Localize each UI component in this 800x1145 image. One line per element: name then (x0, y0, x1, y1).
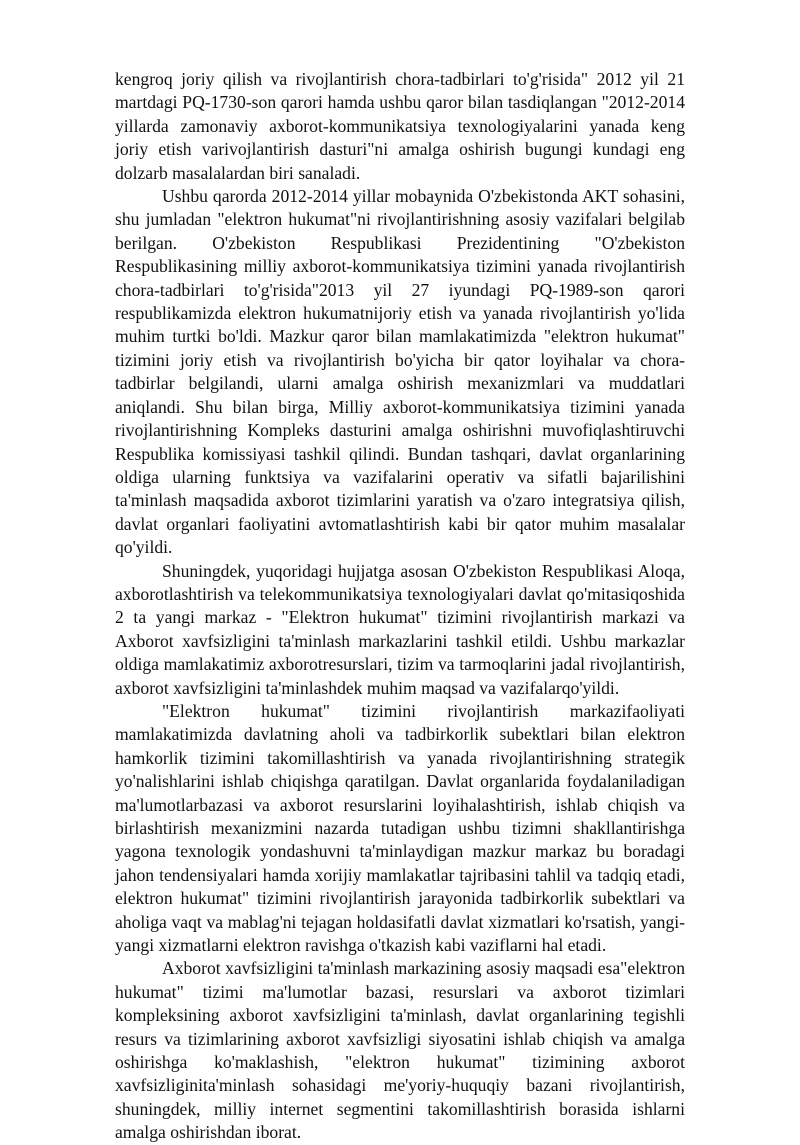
paragraph-security-center: Axborot xavfsizligini ta'minlash markazining asosiy maqsadi esa"elektron hukumat" tizimi ma'lumotlar bazasi, resurslari va axborot tizimlari kompleksining axborot xavfsizligini ta'minlash, davlat organlarining tegishli resurs va tizimlarining axborot xavfsizligi siyosatini ishlab chiqish va amalga oshirishga ko'maklashish, "elektron hukumat" tizimining axborot xavfsizliginita'minlash sohasidagi me'yoriy-huquqiy bazani rivojlantirish, shuningdek, milliy internet segmentini takomillashtirish borasida ishlarni amalga oshirishdan iborat. (115, 958, 685, 1143)
paragraph-continuation: kengroq joriy qilish va rivojlantirish chora-tadbirlari to'g'risida" 2012 yil 21 martdagi PQ-1730-son qarori hamda ushbu qaror bilan tasdiqlangan "2012-2014 yillarda zamonaviy axborot-kommunikatsiya texnologiyalarini yanada keng joriy etish varivojlantirish dasturi"ni amalga oshirish bugungi kundagi eng dolzarb masalalardan biri sanaladi. (115, 69, 685, 183)
paragraph-new-centers: Shuningdek, yuqoridagi hujjatga asosan O'zbekiston Respublikasi Aloqa, axborotlashtirish va telekommunikatsiya texnologiyalari davlat qo'mitasiqoshida 2 ta yangi markaz - "Elektron hukumat" tizimini rivojlantirish markazi va Axborot xavfsizligini ta'minlash markazlarini tashkil etildi. Ushbu markazlar oldiga mamlakatimiz axborotresurslari, tizim va tarmoqlarini jadal rivojlantirish, axborot xavfsizligini ta'minlashdek muhim maqsad va vazifalarqo'yildi. (115, 560, 685, 698)
document-page (115, 68, 685, 1145)
paragraph-resolution-tasks: Ushbu qarorda 2012-2014 yillar mobaynida O'zbekistonda AKT sohasini, shu jumladan "elektron hukumat"ni rivojlantirishning asosiy vazifalari belgilab berilgan. O'zbekiston Respublikasi Prezidentining "O'zbekiston Respublikasining milliy axborot-kommunikatsiya tizimini yanada rivojlantirish chora-tadbirlari to'g'risida"2013 yil 27 iyundagi PQ-1989-son qarori respublikamizda elektron hukumatnijoriy etish va yanada rivojlantirish yo'lida muhim turtki bo'ldi. Mazkur qaror bilan mamlakatimizda "elektron hukumat" tizimini joriy etish va rivojlantirish bo'yicha bir qator loyihalar va chora-tadbirlar belgilandi, ularni amalga oshirish mexanizmlari va muddatlari aniqlandi. Shu bilan birga, Milliy axborot-kommunikatsiya tizimini yanada rivojlantirishning Kompleks dasturini amalga oshirishni muvofiqlashtiruvchi Respublika komissiyasi tashkil qilindi. Bundan tashqari, davlat organlarining oldiga ularning funktsiya va vazifalarini operativ va sifatli bajarilishini ta'minlash maqsadida axborot tizimlarini yaratish va o'zaro integratsiya qilish, davlat organlari faoliyatini avtomatlashtirish kabi bir qator muhim masalalar qo'yildi. (115, 186, 685, 558)
paragraph-egov-center: "Elektron hukumat" tizimini rivojlantirish markazifaoliyati mamlakatimizda davlatning aholi va tadbirkorlik subektlari bilan elektron hamkorlik tizimini takomillashtirish va yanada rivojlantirishning strategik yo'nalishlarini ishlab chiqishga qaratilgan. Davlat organlarida foydalaniladigan ma'lumotlarbazasi va axborot resurslarini loyihalashtirish, ishlab chiqish va birlashtirish mexanizmini nazarda tutadigan ushbu tizimni shakllantirishga yagona texnologik yondashuvni ta'minlaydigan mazkur markaz bu boradagi jahon tendensiyalari hamda xorijiy mamlakatlar tajribasini tahlil va tadqiq etadi, elektron hukumat" tizimini rivojlantirish jarayonida tadbirkorlik subektlari va aholiga vaqt va mablag'ni tejagan holdasifatli davlat xizmatlari ko'rsatish, yangi-yangi xizmatlarni elektron ravishga o'tkazish kabi vaziflarni hal etadi. (115, 700, 685, 956)
